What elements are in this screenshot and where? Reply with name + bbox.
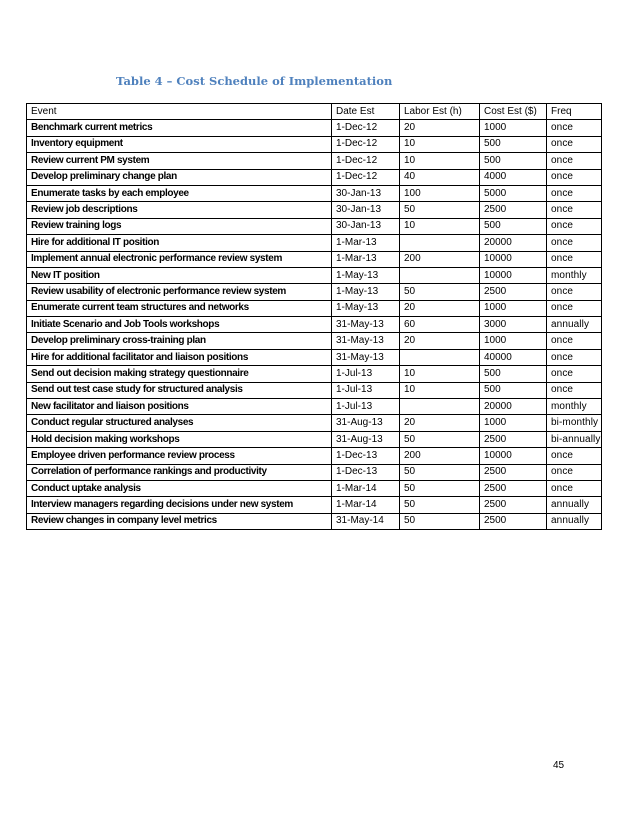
cost-est-cell: 500 (480, 366, 547, 382)
labor-est-cell: 10 (400, 218, 480, 234)
table-row (27, 382, 602, 398)
header-labor-est: Labor Est (h) (400, 104, 480, 120)
table-row (27, 218, 602, 234)
freq-cell: once (547, 153, 602, 169)
table-row (27, 333, 602, 349)
freq-cell: once (547, 366, 602, 382)
event-cell: New facilitator and liaison positions (27, 399, 332, 415)
table-row (27, 349, 602, 365)
table-row (27, 317, 602, 333)
date-est-cell: 1-Dec-13 (332, 448, 400, 464)
freq-cell: once (547, 202, 602, 218)
date-est-cell: 30-Jan-13 (332, 218, 400, 234)
labor-est-cell: 20 (400, 333, 480, 349)
cost-est-cell: 1000 (480, 415, 547, 431)
date-est-cell: 31-May-14 (332, 513, 400, 529)
event-cell: New IT position (27, 267, 332, 283)
table-row (27, 202, 602, 218)
cost-est-cell: 1000 (480, 333, 547, 349)
cost-est-cell: 500 (480, 153, 547, 169)
labor-est-cell (400, 235, 480, 251)
labor-est-cell: 50 (400, 480, 480, 496)
freq-cell: once (547, 235, 602, 251)
event-cell: Implement annual electronic performance review system (27, 251, 332, 267)
table-row (27, 120, 602, 136)
date-est-cell: 1-Jul-13 (332, 366, 400, 382)
labor-est-cell (400, 267, 480, 283)
table-row (27, 513, 602, 529)
freq-cell: once (547, 136, 602, 152)
event-cell: Enumerate tasks by each employee (27, 185, 332, 201)
date-est-cell: 1-Dec-12 (332, 136, 400, 152)
cost-est-cell: 2500 (480, 464, 547, 480)
event-cell: Send out test case study for structured analysis (27, 382, 332, 398)
table-header-row (27, 104, 602, 120)
freq-cell: bi-monthly (547, 415, 602, 431)
freq-cell: once (547, 218, 602, 234)
date-est-cell: 1-Dec-12 (332, 169, 400, 185)
cost-est-cell: 500 (480, 218, 547, 234)
cost-est-cell: 40000 (480, 349, 547, 365)
labor-est-cell: 60 (400, 317, 480, 333)
cost-est-cell: 20000 (480, 235, 547, 251)
labor-est-cell: 20 (400, 415, 480, 431)
event-cell: Hire for additional IT position (27, 235, 332, 251)
cost-est-cell: 20000 (480, 399, 547, 415)
freq-cell: once (547, 185, 602, 201)
table-row (27, 366, 602, 382)
cost-est-cell: 1000 (480, 120, 547, 136)
event-cell: Benchmark current metrics (27, 120, 332, 136)
event-cell: Conduct regular structured analyses (27, 415, 332, 431)
cost-est-cell: 2500 (480, 284, 547, 300)
freq-cell: once (547, 251, 602, 267)
cost-est-cell: 10000 (480, 267, 547, 283)
labor-est-cell: 50 (400, 284, 480, 300)
freq-cell: once (547, 349, 602, 365)
date-est-cell: 1-May-13 (332, 267, 400, 283)
date-est-cell: 31-Aug-13 (332, 431, 400, 447)
labor-est-cell: 50 (400, 464, 480, 480)
date-est-cell: 1-Dec-12 (332, 153, 400, 169)
labor-est-cell: 40 (400, 169, 480, 185)
freq-cell: once (547, 464, 602, 480)
table-row (27, 185, 602, 201)
cost-est-cell: 10000 (480, 251, 547, 267)
cost-est-cell: 10000 (480, 448, 547, 464)
cost-est-cell: 2500 (480, 513, 547, 529)
cost-est-cell: 2500 (480, 202, 547, 218)
labor-est-cell: 10 (400, 153, 480, 169)
event-cell: Develop preliminary change plan (27, 169, 332, 185)
event-cell: Enumerate current team structures and networks (27, 300, 332, 316)
table-row (27, 464, 602, 480)
date-est-cell: 1-Jul-13 (332, 399, 400, 415)
labor-est-cell: 50 (400, 497, 480, 513)
date-est-cell: 1-Dec-13 (332, 464, 400, 480)
table-row (27, 480, 602, 496)
event-cell: Hold decision making workshops (27, 431, 332, 447)
event-cell: Review training logs (27, 218, 332, 234)
date-est-cell: 1-Jul-13 (332, 382, 400, 398)
table-row (27, 136, 602, 152)
freq-cell: monthly (547, 267, 602, 283)
event-cell: Hire for additional facilitator and liaison positions (27, 349, 332, 365)
table-row (27, 235, 602, 251)
cost-est-cell: 3000 (480, 317, 547, 333)
header-cost-est: Cost Est ($) (480, 104, 547, 120)
date-est-cell: 1-Mar-14 (332, 480, 400, 496)
labor-est-cell: 50 (400, 431, 480, 447)
table-row (27, 284, 602, 300)
date-est-cell: 1-May-13 (332, 284, 400, 300)
cost-est-cell: 2500 (480, 431, 547, 447)
table-body (27, 120, 602, 530)
date-est-cell: 31-May-13 (332, 349, 400, 365)
header-event: Event (27, 104, 332, 120)
event-cell: Conduct uptake analysis (27, 480, 332, 496)
table-row (27, 415, 602, 431)
labor-est-cell (400, 349, 480, 365)
table-row (27, 448, 602, 464)
freq-cell: annually (547, 317, 602, 333)
cost-est-cell: 4000 (480, 169, 547, 185)
date-est-cell: 31-May-13 (332, 333, 400, 349)
date-est-cell: 30-Jan-13 (332, 202, 400, 218)
cost-est-cell: 5000 (480, 185, 547, 201)
labor-est-cell (400, 399, 480, 415)
labor-est-cell: 100 (400, 185, 480, 201)
table-row (27, 267, 602, 283)
header-date-est: Date Est (332, 104, 400, 120)
date-est-cell: 1-Dec-12 (332, 120, 400, 136)
cost-schedule-table (26, 103, 602, 530)
freq-cell: once (547, 382, 602, 398)
event-cell: Correlation of performance rankings and productivity (27, 464, 332, 480)
freq-cell: once (547, 169, 602, 185)
freq-cell: once (547, 300, 602, 316)
labor-est-cell: 10 (400, 382, 480, 398)
cost-est-cell: 1000 (480, 300, 547, 316)
cost-est-cell: 500 (480, 136, 547, 152)
table-row (27, 497, 602, 513)
freq-cell: once (547, 333, 602, 349)
labor-est-cell: 50 (400, 202, 480, 218)
cost-est-cell: 2500 (480, 497, 547, 513)
freq-cell: bi-annually (547, 431, 602, 447)
table-caption: Table 4 – Cost Schedule of Implementation (116, 74, 393, 88)
freq-cell: annually (547, 513, 602, 529)
event-cell: Review changes in company level metrics (27, 513, 332, 529)
cost-est-cell: 500 (480, 382, 547, 398)
freq-cell: annually (547, 497, 602, 513)
cost-est-cell: 2500 (480, 480, 547, 496)
header-freq: Freq (547, 104, 602, 120)
page-number: 45 (553, 760, 565, 771)
labor-est-cell: 50 (400, 513, 480, 529)
table-row (27, 169, 602, 185)
event-cell: Initiate Scenario and Job Tools workshops (27, 317, 332, 333)
event-cell: Review current PM system (27, 153, 332, 169)
freq-cell: once (547, 448, 602, 464)
freq-cell: once (547, 120, 602, 136)
table-row (27, 153, 602, 169)
event-cell: Review job descriptions (27, 202, 332, 218)
labor-est-cell: 10 (400, 136, 480, 152)
table-row (27, 399, 602, 415)
labor-est-cell: 200 (400, 251, 480, 267)
date-est-cell: 1-Mar-13 (332, 251, 400, 267)
date-est-cell: 31-May-13 (332, 317, 400, 333)
date-est-cell: 1-May-13 (332, 300, 400, 316)
event-cell: Employee driven performance review process (27, 448, 332, 464)
labor-est-cell: 20 (400, 300, 480, 316)
table-row (27, 300, 602, 316)
event-cell: Interview managers regarding decisions under new system (27, 497, 332, 513)
date-est-cell: 30-Jan-13 (332, 185, 400, 201)
freq-cell: once (547, 480, 602, 496)
event-cell: Send out decision making strategy questionnaire (27, 366, 332, 382)
freq-cell: once (547, 284, 602, 300)
date-est-cell: 1-Mar-13 (332, 235, 400, 251)
event-cell: Review usability of electronic performance review system (27, 284, 332, 300)
table-row (27, 251, 602, 267)
labor-est-cell: 20 (400, 120, 480, 136)
freq-cell: monthly (547, 399, 602, 415)
date-est-cell: 1-Mar-14 (332, 497, 400, 513)
labor-est-cell: 10 (400, 366, 480, 382)
date-est-cell: 31-Aug-13 (332, 415, 400, 431)
event-cell: Inventory equipment (27, 136, 332, 152)
labor-est-cell: 200 (400, 448, 480, 464)
table-row (27, 431, 602, 447)
event-cell: Develop preliminary cross-training plan (27, 333, 332, 349)
